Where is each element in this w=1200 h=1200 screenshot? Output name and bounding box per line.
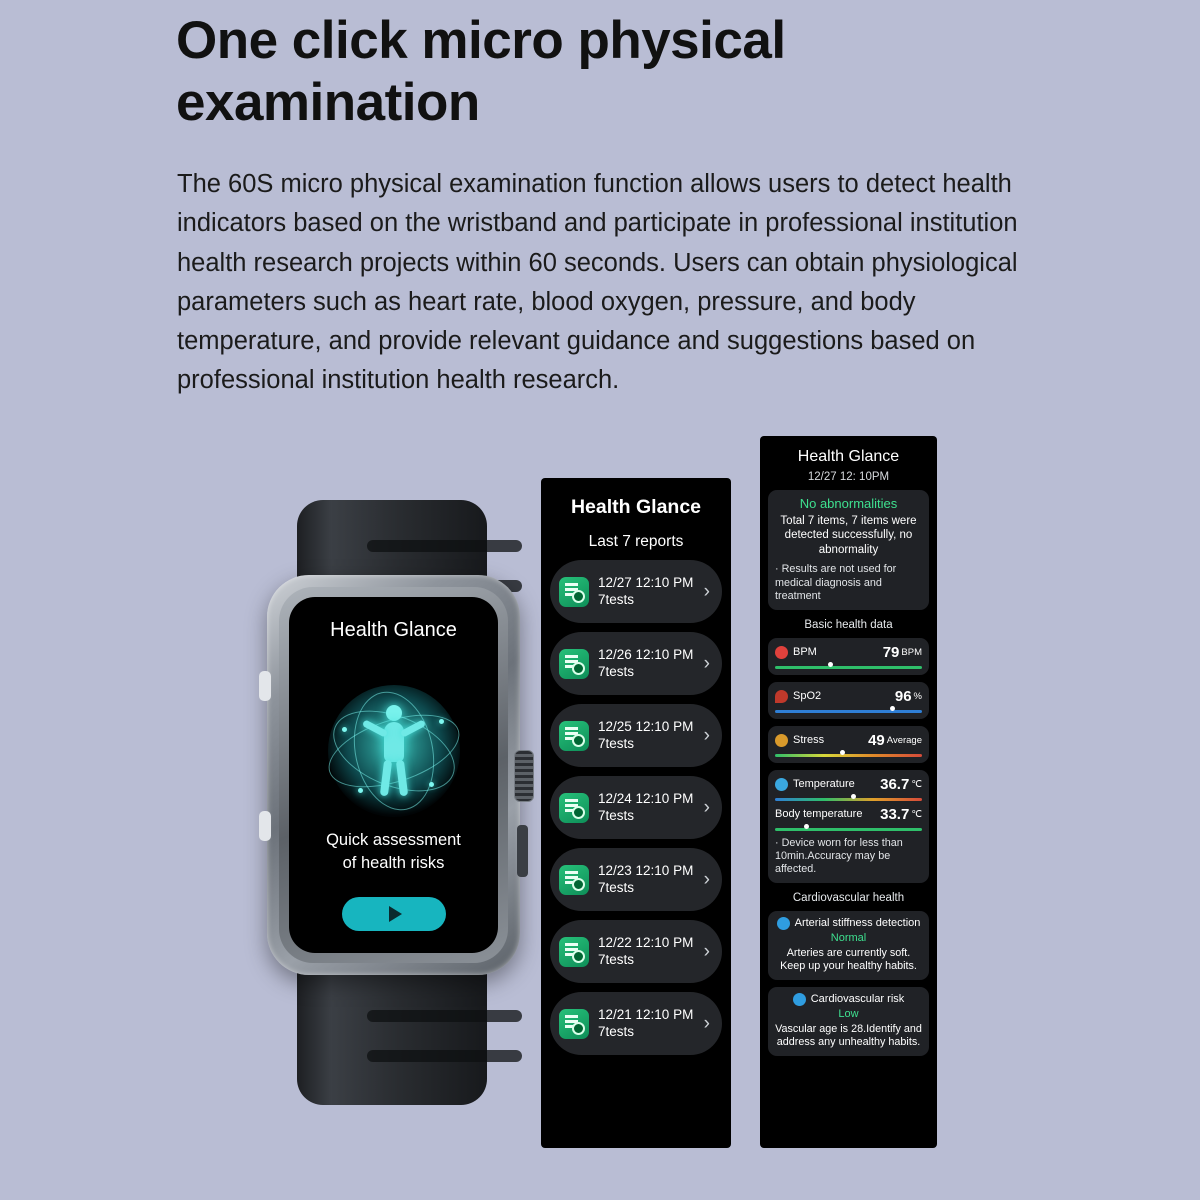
metric-bar [775,710,922,713]
list-item[interactable] [550,776,722,839]
report-tests: 7tests [598,807,635,823]
report-tests: 7tests [598,663,635,679]
metric-value: 96 [894,687,912,705]
list-item[interactable] [550,560,722,623]
chevron-right-icon: › [703,796,710,818]
metric-unit: ℃ [911,808,922,820]
metric-value: 33.7 [880,805,910,823]
report-tests: 7tests [598,591,635,607]
strap-notch [367,1010,522,1022]
smartwatch-device [245,490,545,1110]
watch-side-pill [259,671,271,701]
list-item[interactable] [550,632,722,695]
metric-unit: BPM [901,646,922,658]
report-icon [559,1009,589,1039]
metric-value: 36.7 [880,775,910,793]
report-icon [559,649,589,679]
report-icon [559,793,589,823]
chevron-right-icon: › [703,724,710,746]
play-icon [389,906,402,922]
metric-label: Body temperature [775,808,863,821]
chevron-right-icon: › [703,940,710,962]
artery-icon [777,917,790,930]
watch-case [267,575,520,975]
watch-screen-title: Health Glance [330,619,457,641]
metric-label: Stress [793,734,825,747]
report-tests: 7tests [598,879,635,895]
cardio-card-cardiovascular-risk[interactable] [768,987,929,1056]
list-item[interactable] [550,920,722,983]
metric-card-spo2[interactable] [768,682,929,719]
report-icon [559,577,589,607]
blood-drop-icon [775,690,788,703]
metric-unit: ℃ [911,778,922,790]
page-title: One click micro physical examination [176,11,786,132]
report-date: 12/26 12:10 PM [598,646,694,662]
health-detail-panel [760,436,937,1148]
cardio-text: Arteries are currently soft. Keep up your healthy habits. [780,946,917,973]
report-date: 12/21 12:10 PM [598,1006,694,1022]
reports-panel-title: Health Glance [570,496,702,518]
reports-panel [541,478,731,1148]
detail-panel-timestamp: 12/27 12: 10PM [807,471,890,483]
reports-panel-subtitle: Last 7 reports [588,533,684,550]
list-item[interactable] [550,704,722,767]
metric-bar [775,828,922,831]
cardio-status: Normal [830,931,867,944]
thermometer-icon [775,778,788,791]
orbit-node-icon [439,719,444,724]
metric-card-bpm[interactable] [768,638,929,675]
temperature-note: · Device worn for less than 10min.Accuracy may be affected. [775,836,903,876]
page-description: The 60S micro physical examination function allows users to detect health indicators based on the wristband and participate in professional institution health research projects within 60 seconds. Users can obtain physiological parameters such as heart rate, blood oxygen, pressure, and body temperature, and provide relevant guidance and suggestions based on professional institution health research. [177,170,1018,395]
strap-notch [367,540,522,552]
summary-text: Total 7 items, 7 items were detected successfully, no abnormality [780,515,917,556]
orbit-node-icon [342,727,347,732]
metric-bar [775,754,922,757]
summary-note: · Results are not used for medical diagnosis and treatment [775,563,897,603]
chevron-right-icon: › [703,652,710,674]
metric-bar [775,666,922,669]
report-date: 12/22 12:10 PM [598,934,694,950]
cardio-status: Low [838,1007,859,1020]
watch-screen-subtitle: Quick assessment of health risks [326,831,461,872]
report-icon [559,937,589,967]
metric-label: SpO2 [793,690,822,703]
chevron-right-icon: › [703,868,710,890]
report-tests: 7tests [598,735,635,751]
report-icon [559,865,589,895]
stress-icon [775,734,788,747]
report-tests: 7tests [598,1023,635,1039]
watch-crown-button[interactable] [514,750,534,802]
watch-side-pill [259,811,271,841]
metric-value: 49 [868,731,885,749]
cardio-text: Vascular age is 28.Identify and address any unhealthy habits. [775,1022,922,1049]
list-item[interactable] [550,992,722,1055]
detail-panel-title: Health Glance [797,448,900,465]
report-date: 12/25 12:10 PM [598,718,694,734]
metric-value: 79 [882,643,900,661]
cardio-card-arterial-stiffness[interactable] [768,911,929,980]
report-icon [559,721,589,751]
report-tests: 7tests [598,951,635,967]
metric-card-stress[interactable] [768,726,929,763]
summary-card [768,490,929,610]
body-scan-graphic [328,685,460,817]
status-badge: No abnormalities [799,496,898,511]
metric-label: Temperature [793,778,855,791]
chevron-right-icon: › [703,1012,710,1034]
heart-risk-icon [793,993,806,1006]
list-item[interactable] [550,848,722,911]
report-date: 12/27 12:10 PM [598,574,694,590]
cardio-title: Cardiovascular risk [810,993,905,1006]
metric-label: BPM [793,646,817,659]
watch-side-button[interactable] [517,825,528,877]
strap-notch [367,1050,522,1062]
metric-card-temperature[interactable] [768,770,929,883]
cardio-section-title: Cardiovascular health [792,891,905,904]
cardio-title: Arterial stiffness detection [794,917,921,930]
start-measurement-button[interactable] [342,897,446,931]
orbit-node-icon [429,782,434,787]
metric-bar [775,798,922,801]
basic-health-section-title: Basic health data [804,618,893,631]
chevron-right-icon: › [703,580,710,602]
human-figure-icon [371,703,417,799]
watch-screen[interactable] [289,597,498,953]
metric-unit: Average [886,734,922,746]
metric-unit: % [913,690,922,702]
heart-icon [775,646,788,659]
report-date: 12/23 12:10 PM [598,862,694,878]
orbit-node-icon [358,788,363,793]
report-date: 12/24 12:10 PM [598,790,694,806]
